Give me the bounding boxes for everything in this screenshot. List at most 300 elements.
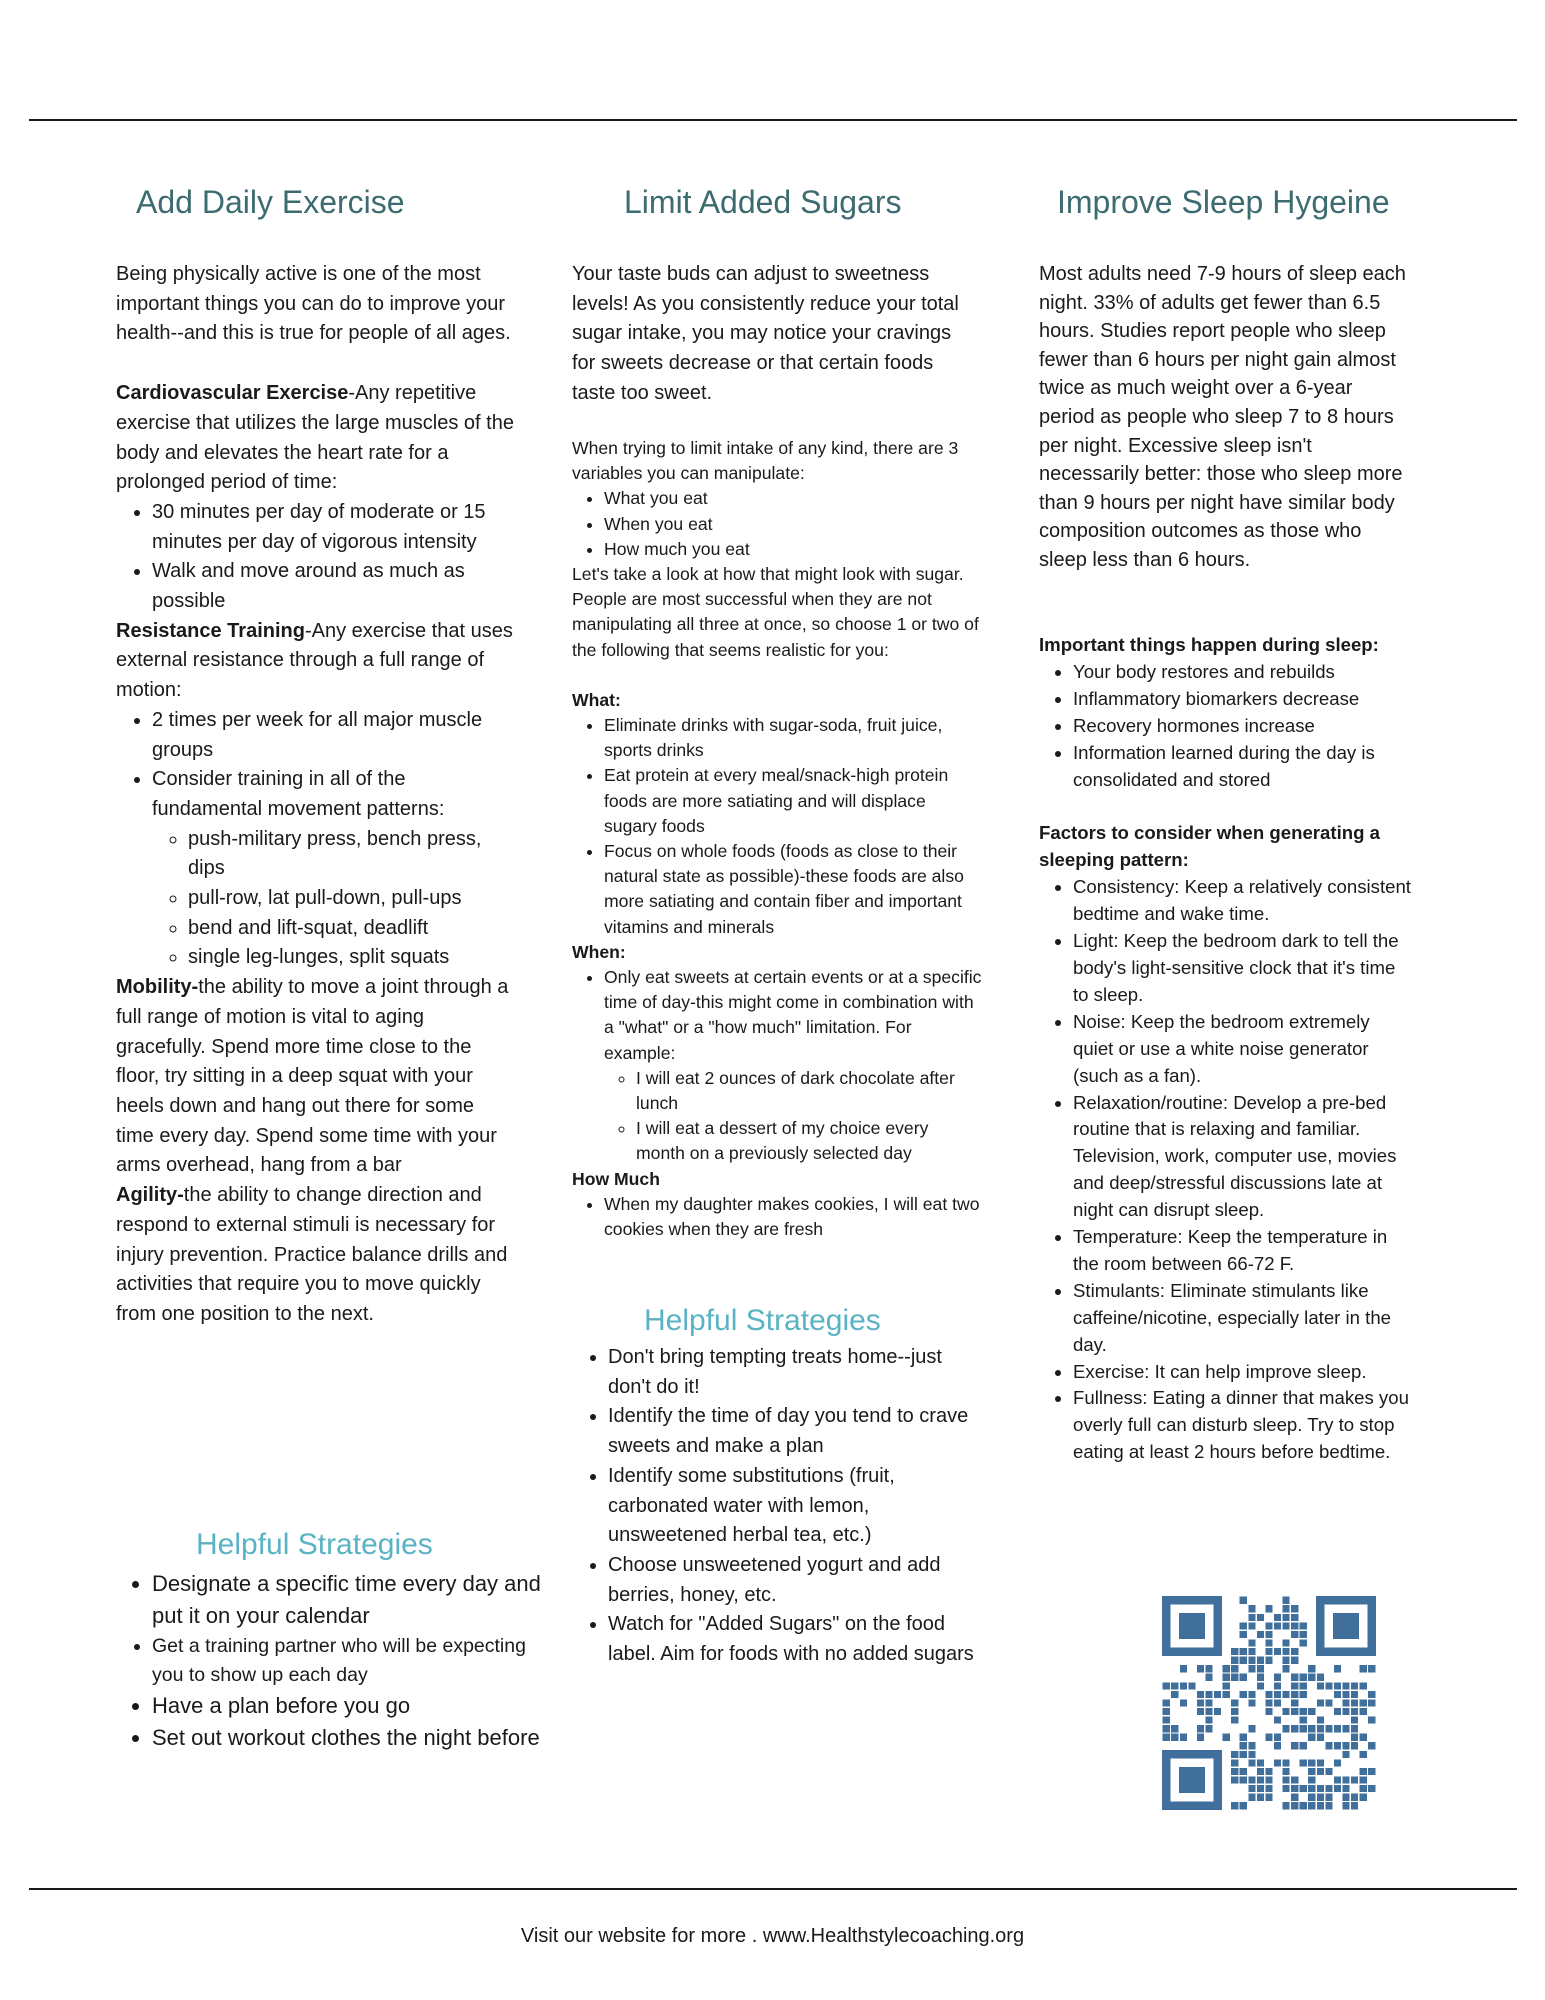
qr-module — [1368, 1785, 1375, 1792]
qr-module — [1342, 1725, 1349, 1732]
qr-module — [1300, 1691, 1307, 1698]
qr-module — [1265, 1734, 1272, 1741]
qr-module — [1283, 1708, 1290, 1715]
qr-module — [1291, 1725, 1298, 1732]
list-item: ◦ single leg-lunges, split squats — [188, 943, 516, 973]
qr-module — [1205, 1717, 1212, 1724]
qr-module — [1360, 1794, 1367, 1801]
qr-module — [1308, 1776, 1315, 1783]
qr-module — [1334, 1691, 1341, 1698]
qr-module — [1248, 1691, 1255, 1698]
qr-module — [1291, 1631, 1298, 1638]
list-item: • Noise: Keep the bedroom extremely quiet or use a white noise generator (such as a fan). — [1073, 1009, 1414, 1090]
sugars-strategies-list — [572, 1343, 988, 1670]
qr-module — [1248, 1742, 1255, 1749]
qr-module — [1325, 1725, 1332, 1732]
qr-module — [1317, 1725, 1324, 1732]
qr-module — [1265, 1708, 1272, 1715]
qr-module — [1283, 1691, 1290, 1698]
qr-module — [1334, 1759, 1341, 1766]
qr-module — [1351, 1725, 1358, 1732]
qr-module — [1257, 1776, 1264, 1783]
footer-text: Visit our website for more . www.Healthstylecoaching.org — [520, 1925, 1025, 1947]
qr-module — [1257, 1682, 1264, 1689]
exercise-strategies-list — [116, 1568, 552, 1754]
qr-module — [1317, 1734, 1324, 1741]
qr-module — [1300, 1708, 1307, 1715]
qr-module — [1360, 1665, 1367, 1672]
qr-module — [1248, 1776, 1255, 1783]
qr-module — [1291, 1682, 1298, 1689]
qr-module — [1300, 1631, 1307, 1638]
qr-module — [1368, 1665, 1375, 1672]
list-item: • Light: Keep the bedroom dark to tell the body's light-sensitive clock that it's time to sleep. — [1073, 928, 1414, 1009]
qr-module — [1205, 1691, 1212, 1698]
qr-module — [1248, 1699, 1255, 1706]
list-item: • Have a plan before you go — [152, 1690, 552, 1722]
list-item: • Inflammatory biomarkers decrease — [1073, 686, 1414, 713]
cardio-text: -Any repetitive exercise that utilizes the large muscles of the body and elevates the heart rate for a prolonged period of time: — [116, 382, 514, 494]
qr-module — [1163, 1682, 1170, 1689]
list-item: • Watch for "Added Sugars" on the food label. Aim for foods with no added sugars — [608, 1610, 988, 1669]
qr-module — [1248, 1657, 1255, 1664]
qr-module — [1265, 1639, 1272, 1646]
qr-module — [1257, 1657, 1264, 1664]
qr-module — [1368, 1699, 1375, 1706]
qr-module — [1351, 1734, 1358, 1741]
qr-module — [1342, 1708, 1349, 1715]
qr-module — [1180, 1734, 1187, 1741]
qr-module — [1291, 1776, 1298, 1783]
what-list — [572, 713, 982, 940]
qr-module — [1283, 1768, 1290, 1775]
qr-module — [1342, 1699, 1349, 1706]
qr-module — [1317, 1794, 1324, 1801]
qr-module — [1317, 1717, 1324, 1724]
qr-module — [1283, 1639, 1290, 1646]
qr-module — [1231, 1648, 1238, 1655]
qr-module — [1223, 1691, 1230, 1698]
top-divider — [29, 119, 1517, 121]
qr-module — [1257, 1785, 1264, 1792]
list-item: ◦ bend and lift-squat, deadlift — [188, 914, 516, 944]
qr-module — [1283, 1622, 1290, 1629]
look-text: Let's take a look at how that might look with sugar. People are most successful when they are not manipulating all three at once, so choose 1 or two of the following that seems realistic for you: — [572, 564, 979, 660]
list-item-text: Only eat sweets at certain events or at a specific time of day-this might come in combination with a "what" or a "how much" limitation. For example: — [604, 967, 982, 1063]
qr-module — [1274, 1691, 1281, 1698]
qr-module — [1291, 1794, 1298, 1801]
qr-module — [1291, 1674, 1298, 1681]
qr-module — [1257, 1794, 1264, 1801]
qr-module — [1334, 1725, 1341, 1732]
resistance-paragraph — [116, 617, 516, 706]
qr-module — [1274, 1648, 1281, 1655]
list-item: • Fullness: Eating a dinner that makes you overly full can disturb sleep. Try to stop eating at least 2 hours before bedtime. — [1073, 1385, 1414, 1466]
qr-module — [1240, 1597, 1247, 1604]
resistance-text: -Any exercise that uses external resistance through a full range of motion: — [116, 619, 513, 702]
qr-module — [1223, 1665, 1230, 1672]
qr-module — [1291, 1648, 1298, 1655]
qr-module — [1265, 1657, 1272, 1664]
qr-module — [1205, 1674, 1212, 1681]
exercise-strategies-title: Helpful Strategies — [196, 1528, 433, 1561]
qr-module — [1223, 1682, 1230, 1689]
qr-module — [1197, 1725, 1204, 1732]
list-item — [604, 965, 982, 1167]
qr-module — [1223, 1674, 1230, 1681]
qr-module — [1240, 1657, 1247, 1664]
list-item-text: Consider training in all of the fundamental movement patterns: — [152, 768, 445, 820]
qr-module — [1283, 1605, 1290, 1612]
qr-module — [1248, 1665, 1255, 1672]
list-item: • Identify some substitutions (fruit, carbonated water with lemon, unsweetened herbal tea, etc.) — [608, 1462, 988, 1551]
qr-module — [1240, 1691, 1247, 1698]
agility-label: Agility- — [116, 1184, 184, 1207]
qr-module — [1351, 1699, 1358, 1706]
qr-module — [1283, 1725, 1290, 1732]
qr-module — [1248, 1639, 1255, 1646]
qr-module — [1342, 1802, 1349, 1809]
qr-module — [1283, 1614, 1290, 1621]
qr-module — [1248, 1794, 1255, 1801]
cardio-label: Cardiovascular Exercise — [116, 382, 349, 405]
qr-module — [1265, 1605, 1272, 1612]
qr-module — [1274, 1674, 1281, 1681]
qr-module — [1300, 1759, 1307, 1766]
qr-module — [1265, 1785, 1272, 1792]
qr-module — [1368, 1717, 1375, 1724]
list-item: • Eliminate drinks with sugar-soda, fruit juice, sports drinks — [604, 713, 982, 763]
qr-module — [1274, 1759, 1281, 1766]
bottom-divider — [29, 1888, 1517, 1890]
list-item: • Relaxation/routine: Develop a pre-bed routine that is relaxing and familiar. Television, work, computer use, movies and deep/stressful discussions late at night can disrupt sleep. — [1073, 1090, 1414, 1225]
exercise-intro: Being physically active is one of the most important things you can do to improve your health--and this is true for people of all ages. — [116, 263, 511, 345]
qr-module — [1283, 1665, 1290, 1672]
qr-module — [1248, 1622, 1255, 1629]
qr-module — [1342, 1691, 1349, 1698]
list-item: • Focus on whole foods (foods as close to their natural state as possible)-these foods are also more satiating and contain fiber and important vitamins and minerals — [604, 839, 982, 940]
qr-module — [1257, 1631, 1264, 1638]
list-item: • Eat protein at every meal/snack-high protein foods are more satiating and will displace sugary foods — [604, 763, 982, 839]
qr-module — [1240, 1622, 1247, 1629]
qr-module — [1291, 1742, 1298, 1749]
qr-module — [1283, 1648, 1290, 1655]
qr-module — [1317, 1785, 1324, 1792]
agility-text: the ability to change direction and respond to external stimuli is necessary for injury prevention. Practice balance drills and activities that require you to move quickly from one position to the next. — [116, 1184, 508, 1325]
list-item: ◦ pull-row, lat pull-down, pull-ups — [188, 884, 516, 914]
resistance-list — [116, 706, 516, 973]
list-item: • Information learned during the day is consolidated and stored — [1073, 740, 1414, 794]
qr-module — [1283, 1657, 1290, 1664]
qr-module — [1342, 1682, 1349, 1689]
qr-module — [1265, 1768, 1272, 1775]
qr-module — [1291, 1614, 1298, 1621]
qr-module — [1240, 1742, 1247, 1749]
qr-module — [1205, 1665, 1212, 1672]
qr-module — [1317, 1682, 1324, 1689]
qr-module — [1334, 1785, 1341, 1792]
qr-module — [1171, 1682, 1178, 1689]
qr-module — [1205, 1708, 1212, 1715]
qr-module — [1368, 1742, 1375, 1749]
sleep-intro: Most adults need 7-9 hours of sleep each night. 33% of adults get fewer than 6.5 hours. Studies report people who sleep fewer than 6 hours per night gain almost twice as much weight over a 6-year period as people who sleep 7 to 8 hours per night. Excessive sleep isn't necessarily better: those who sleep more than 9 hours per night have similar body composition outcomes as those who sleep less than 6 hours. — [1039, 263, 1406, 571]
qr-module — [1325, 1768, 1332, 1775]
qr-module — [1240, 1631, 1247, 1638]
important-label: Important things happen during sleep: — [1039, 634, 1379, 655]
qr-module — [1248, 1759, 1255, 1766]
qr-module — [1351, 1742, 1358, 1749]
sugars-strategies-title: Helpful Strategies — [644, 1304, 881, 1337]
qr-module — [1317, 1674, 1324, 1681]
qr-module — [1274, 1717, 1281, 1724]
qr-module — [1274, 1622, 1281, 1629]
list-item: ◦ I will eat 2 ounces of dark chocolate after lunch — [636, 1066, 982, 1116]
qr-module — [1300, 1622, 1307, 1629]
qr-module — [1308, 1725, 1315, 1732]
qr-module — [1180, 1682, 1187, 1689]
cardio-paragraph — [116, 379, 516, 498]
qr-module — [1283, 1802, 1290, 1809]
qr-module — [1291, 1622, 1298, 1629]
qr-module — [1205, 1699, 1212, 1706]
qr-module — [1240, 1776, 1247, 1783]
qr-module — [1351, 1794, 1358, 1801]
qr-module — [1265, 1631, 1272, 1638]
qr-module — [1171, 1734, 1178, 1741]
qr-module — [1180, 1665, 1187, 1672]
qr-module — [1325, 1742, 1332, 1749]
qr-module — [1163, 1699, 1170, 1706]
qr-module — [1223, 1734, 1230, 1741]
qr-module — [1171, 1691, 1178, 1698]
qr-module — [1300, 1717, 1307, 1724]
qr-module — [1248, 1751, 1255, 1758]
qr-module — [1257, 1614, 1264, 1621]
exercise-title: Add Daily Exercise — [136, 184, 405, 220]
list-item: • Walk and move around as much as possible — [152, 557, 516, 616]
qr-module — [1351, 1802, 1358, 1809]
qr-module — [1231, 1802, 1238, 1809]
qr-module — [1351, 1708, 1358, 1715]
qr-module — [1197, 1665, 1204, 1672]
list-item: • Your body restores and rebuilds — [1073, 659, 1414, 686]
when-examples-list — [604, 1066, 982, 1167]
qr-module — [1334, 1776, 1341, 1783]
qr-module — [1360, 1734, 1367, 1741]
qr-module — [1163, 1725, 1170, 1732]
list-item: • Set out workout clothes the night before — [152, 1722, 552, 1754]
qr-module — [1368, 1691, 1375, 1698]
qr-module — [1334, 1665, 1341, 1672]
qr-module — [1231, 1708, 1238, 1715]
qr-module — [1257, 1665, 1264, 1672]
qr-module — [1283, 1776, 1290, 1783]
qr-module — [1351, 1717, 1358, 1724]
important-list — [1039, 659, 1414, 794]
qr-module — [1283, 1597, 1290, 1604]
agility-paragraph — [116, 1181, 516, 1330]
qr-module — [1300, 1802, 1307, 1809]
qr-module — [1300, 1674, 1307, 1681]
qr-module — [1274, 1682, 1281, 1689]
list-item: • Choose unsweetened yogurt and add berries, honey, etc. — [608, 1551, 988, 1610]
qr-module — [1240, 1674, 1247, 1681]
qr-module — [1317, 1699, 1324, 1706]
qr-module — [1360, 1785, 1367, 1792]
qr-module — [1231, 1759, 1238, 1766]
qr-module — [1163, 1734, 1170, 1741]
qr-module — [1265, 1699, 1272, 1706]
factors-list — [1039, 874, 1414, 1466]
qr-module — [1265, 1691, 1272, 1698]
qr-module — [1248, 1605, 1255, 1612]
qr-module — [1334, 1682, 1341, 1689]
qr-module — [1231, 1699, 1238, 1706]
qr-module — [1283, 1759, 1290, 1766]
qr-module — [1342, 1776, 1349, 1783]
qr-module — [1214, 1691, 1221, 1698]
qr-module — [1248, 1648, 1255, 1655]
qr-module — [1360, 1768, 1367, 1775]
qr-module — [1231, 1751, 1238, 1758]
qr-module — [1248, 1614, 1255, 1621]
qr-module — [1308, 1665, 1315, 1672]
howmuch-label: How Much — [572, 1168, 660, 1189]
list-item: • Temperature: Keep the temperature in the room between 66-72 F. — [1073, 1224, 1414, 1278]
qr-module — [1265, 1648, 1272, 1655]
qr-module — [1308, 1794, 1315, 1801]
mobility-paragraph — [116, 973, 516, 1181]
qr-module — [1317, 1802, 1324, 1809]
when-list — [572, 965, 982, 1167]
qr-module — [1334, 1708, 1341, 1715]
qr-module — [1231, 1768, 1238, 1775]
qr-module — [1197, 1691, 1204, 1698]
qr-module — [1205, 1725, 1212, 1732]
sleep-title: Improve Sleep Hygeine — [1057, 184, 1390, 220]
qr-module — [1197, 1734, 1204, 1741]
qr-module — [1240, 1751, 1247, 1758]
list-item: ◦ I will eat a dessert of my choice every month on a previously selected day — [636, 1116, 982, 1166]
qr-module — [1248, 1725, 1255, 1732]
qr-module — [1291, 1802, 1298, 1809]
variables-intro: When trying to limit intake of any kind, there are 3 variables you can manipulate: — [572, 438, 959, 484]
mobility-label: Mobility- — [116, 976, 199, 999]
qr-module — [1317, 1759, 1324, 1766]
qr-module — [1197, 1699, 1204, 1706]
qr-module — [1163, 1717, 1170, 1724]
qr-module — [1240, 1734, 1247, 1741]
qr-module — [1291, 1605, 1298, 1612]
qr-module — [1265, 1776, 1272, 1783]
exercise-body — [116, 260, 516, 1330]
sugars-title: Limit Added Sugars — [624, 184, 902, 220]
qr-module — [1240, 1802, 1247, 1809]
qr-module — [1300, 1785, 1307, 1792]
factors-label: Factors to consider when generating a sleeping pattern: — [1039, 822, 1380, 871]
mobility-text: the ability to move a joint through a full range of motion is vital to aging gracefully. Spend more time close to the floor, try sitting in a deep squat with your heels down and hang out there for some time every day. Spend some time with your arms overhead, hang from a bar — [116, 976, 509, 1177]
qr-module — [1291, 1699, 1298, 1706]
qr-module — [1214, 1708, 1221, 1715]
howmuch-list — [572, 1192, 982, 1242]
qr-module — [1274, 1734, 1281, 1741]
qr-module — [1334, 1742, 1341, 1749]
list-item — [152, 765, 516, 973]
list-item: • Exercise: It can help improve sleep. — [1073, 1359, 1414, 1386]
list-item: ◦ push-military press, bench press, dips — [188, 825, 516, 884]
qr-module — [1231, 1657, 1238, 1664]
qr-module — [1360, 1751, 1367, 1758]
sugars-intro: Your taste buds can adjust to sweetness levels! As you consistently reduce your total sugar intake, you may notice your cravings for sweets decrease or that certain foods taste too sweet. — [572, 263, 959, 404]
what-label: What: — [572, 689, 621, 710]
qr-module — [1231, 1665, 1238, 1672]
list-item: • Get a training partner who will be expecting you to show up each day — [152, 1632, 552, 1690]
qr-module — [1360, 1699, 1367, 1706]
qr-module — [1283, 1785, 1290, 1792]
qr-module — [1197, 1708, 1204, 1715]
list-item: • When my daughter makes cookies, I will eat two cookies when they are fresh — [604, 1192, 982, 1242]
qr-module — [1317, 1768, 1324, 1775]
qr-code-icon[interactable] — [1162, 1596, 1376, 1810]
qr-module — [1231, 1674, 1238, 1681]
qr-module — [1308, 1768, 1315, 1775]
qr-module — [1342, 1785, 1349, 1792]
qr-module — [1325, 1682, 1332, 1689]
movement-patterns-list — [152, 825, 516, 974]
when-label: When: — [572, 941, 626, 962]
sugars-details — [572, 436, 982, 1242]
cardio-list — [116, 498, 516, 617]
qr-module — [1351, 1776, 1358, 1783]
qr-module — [1257, 1768, 1264, 1775]
list-item: • Recovery hormones increase — [1073, 713, 1414, 740]
qr-module — [1308, 1759, 1315, 1766]
qr-module — [1351, 1691, 1358, 1698]
qr-module — [1257, 1759, 1264, 1766]
qr-module — [1368, 1768, 1375, 1775]
qr-module — [1265, 1794, 1272, 1801]
qr-module — [1291, 1691, 1298, 1698]
qr-module — [1300, 1682, 1307, 1689]
qr-module — [1240, 1648, 1247, 1655]
qr-module — [1308, 1785, 1315, 1792]
qr-module — [1171, 1725, 1178, 1732]
qr-module — [1274, 1699, 1281, 1706]
list-item: • Designate a specific time every day and put it on your calendar — [152, 1568, 552, 1632]
qr-module — [1231, 1717, 1238, 1724]
qr-module — [1325, 1802, 1332, 1809]
qr-module — [1325, 1794, 1332, 1801]
qr-module — [1308, 1674, 1315, 1681]
qr-module — [1360, 1708, 1367, 1715]
sleep-details — [1039, 632, 1414, 1466]
qr-module — [1308, 1734, 1315, 1741]
qr-module — [1265, 1622, 1272, 1629]
qr-module — [1240, 1768, 1247, 1775]
qr-module — [1300, 1742, 1307, 1749]
qr-module — [1291, 1708, 1298, 1715]
qr-module — [1342, 1751, 1349, 1758]
qr-module — [1180, 1699, 1187, 1706]
list-item: • How much you eat — [604, 537, 982, 562]
qr-module — [1188, 1682, 1195, 1689]
variables-list — [572, 486, 982, 562]
qr-module — [1351, 1682, 1358, 1689]
list-item: • Consistency: Keep a relatively consistent bedtime and wake time. — [1073, 874, 1414, 928]
list-item: • What you eat — [604, 486, 982, 511]
qr-module — [1300, 1639, 1307, 1646]
qr-module — [1360, 1776, 1367, 1783]
